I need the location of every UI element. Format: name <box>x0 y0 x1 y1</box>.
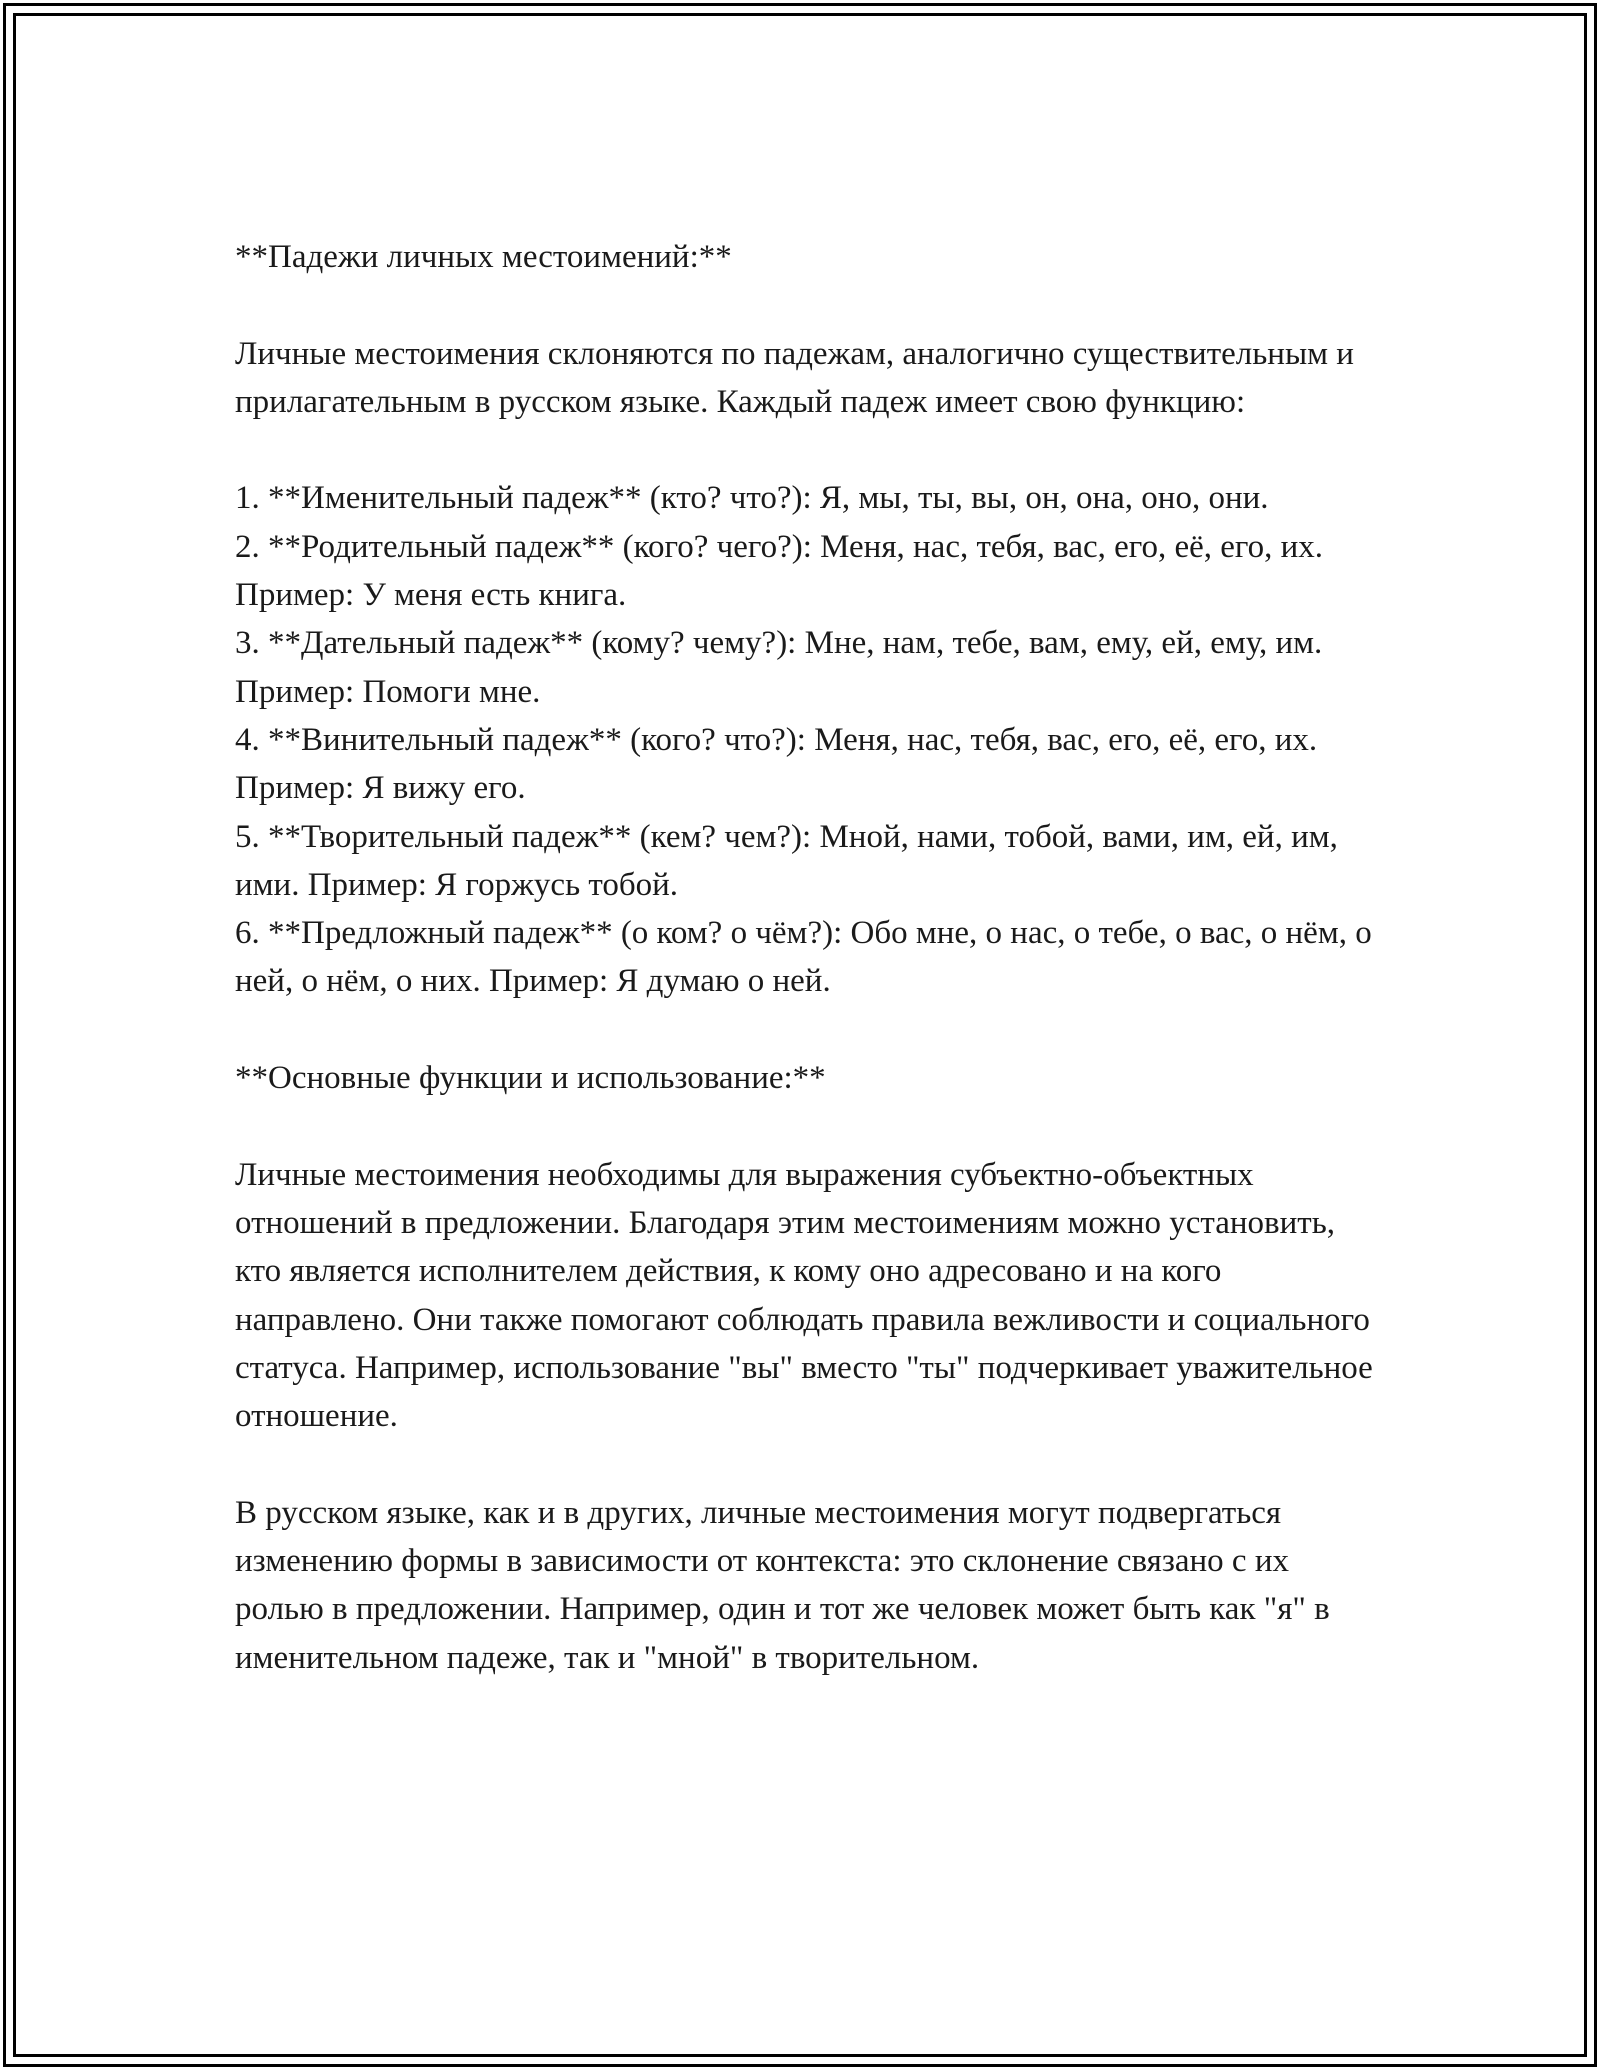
document-body <box>235 233 1385 1682</box>
functions-paragraph: Личные местоимения необходимы для выражения субъектно-объектных отношений в предложении. Благодаря этим местоимениям можно установить, кто является исполнителем действия, к кому оно адресовано и на кого направлено. Они также помогают соблюдать правила вежливости и социального статуса. Например, использование "вы" вместо "ты" подчеркивает уважительное отношение. <box>235 1156 1373 1435</box>
heading-cases: **Падежи личных местоимений:** <box>235 239 732 275</box>
list-item-case-3: 3. **Дательный падеж** (кому? чему?): Мне, нам, тебе, вам, ему, ей, ему, им. Пример: Помоги мне. <box>235 625 1323 710</box>
list-item-case-1: 1. **Именительный падеж** (кто? что?): Я, мы, ты, вы, он, она, оно, они. <box>235 480 1269 517</box>
cases-list <box>235 474 1385 1005</box>
list-item-case-4: 4. **Винительный падеж** (кого? что?): Меня, нас, тебя, вас, его, её, его, их. Пример: Я вижу его. <box>235 721 1318 807</box>
forms-paragraph: В русском языке, как и в других, личные местоимения могут подвергаться изменению формы в зависимости от контекста: это склонение связано с их ролью в предложении. Например, один и тот же человек может быть как "я" в именительном падеже, так и "мной" в творительном. <box>235 1494 1330 1676</box>
list-item-case-5: 5. **Творительный падеж** (кем? чем?): Мной, нами, тобой, вами, им, ей, им, ими. Пример: Я горжусь тобой. <box>235 818 1338 903</box>
list-item-case-6: 6. **Предложный падеж** (о ком? о чём?): Обо мне, о нас, о тебе, о вас, о нём, о ней, о нём, о них. Пример: Я думаю о ней. <box>235 915 1372 1000</box>
list-item-case-2: 2. **Родительный падеж** (кого? чего?): Меня, нас, тебя, вас, его, её, его, их. Пример: У меня есть книга. <box>235 528 1324 614</box>
intro-paragraph: Личные местоимения склоняются по падежам, аналогично существительным и прилагательным в русском языке. Каждый падеж имеет свою функцию: <box>235 335 1354 420</box>
heading-functions: **Основные функции и использование:** <box>235 1060 826 1097</box>
